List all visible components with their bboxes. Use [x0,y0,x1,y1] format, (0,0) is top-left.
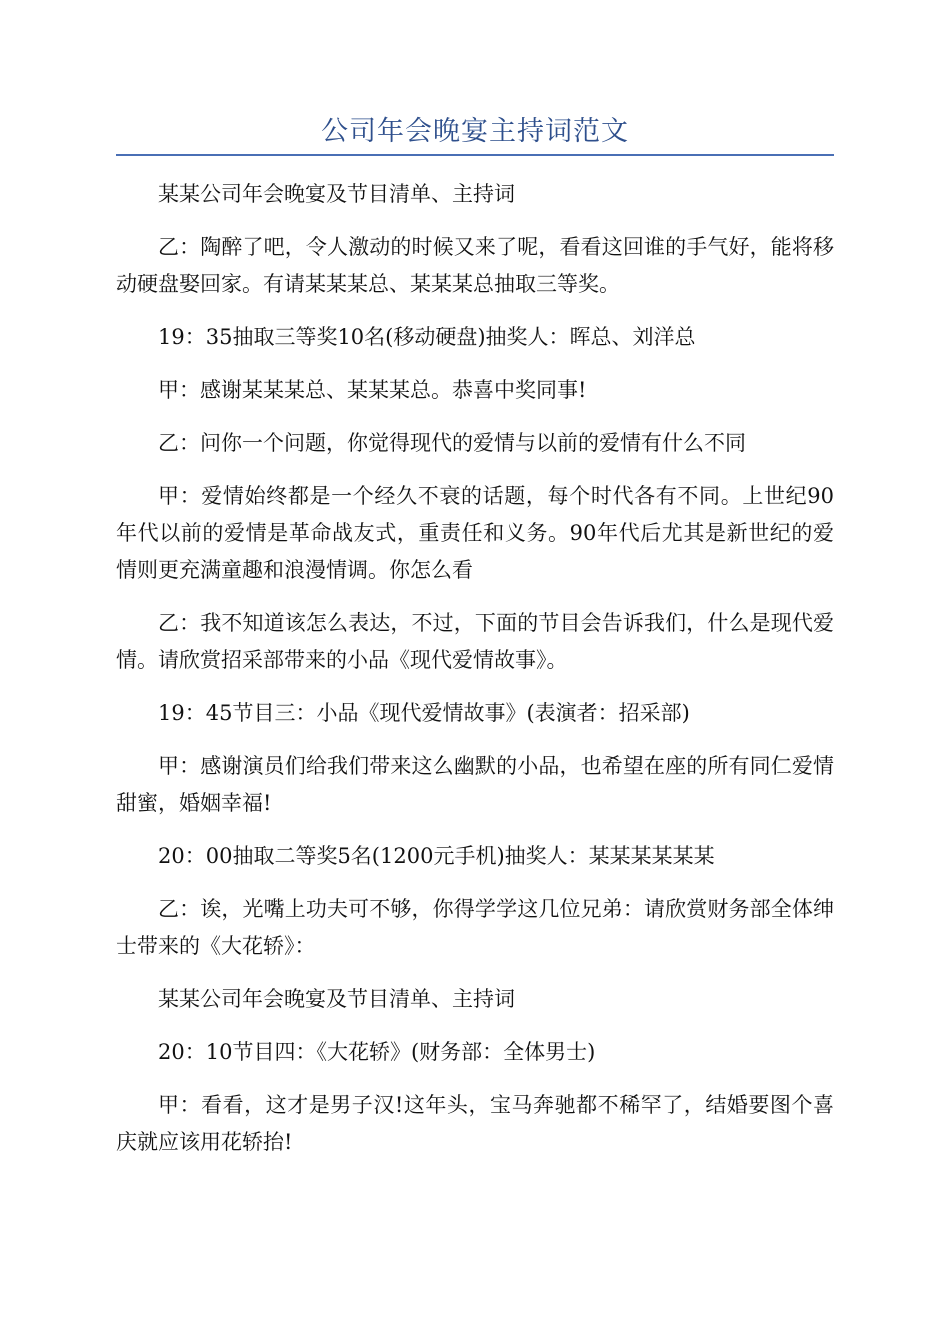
document-title: 公司年会晚宴主持词范文 [321,116,629,147]
paragraph: 某某公司年会晚宴及节目清单、主持词 [158,987,515,1011]
paragraph: 乙：问你一个问题，你觉得现代的爱情与以前的爱情有什么不同 [158,431,746,455]
paragraph: 甲：感谢某某某总、某某某总。恭喜中奖同事! [158,378,587,402]
paragraph: 19：35抽取三等奖10名(移动硬盘)抽奖人：晖总、刘洋总 [158,325,696,349]
paragraph: 20：00抽取二等奖5名(1200元手机)抽奖人：某某某某某某 [158,844,715,868]
paragraph: 甲：看看，这才是男子汉!这年头，宝马奔驰都不稀罕了，结婚要图个喜庆就应该用花轿抬! [116,1093,834,1154]
paragraph: 20：10节目四：《大花轿》(财务部：全体男士) [158,1040,596,1064]
paragraph: 甲：感谢演员们给我们带来这么幽默的小品，也希望在座的所有同仁爱情甜蜜，婚姻幸福! [116,754,834,815]
title-underline [116,154,834,156]
paragraph: 乙：诶，光嘴上功夫可不够，你得学学这几位兄弟：请欣赏财务部全体绅士带来的《大花轿》： [116,897,834,958]
paragraph: 19：45节目三：小品《现代爱情故事》(表演者：招采部) [158,701,690,725]
paragraph: 乙：我不知道该怎么表达，不过，下面的节目会告诉我们，什么是现代爱情。请欣赏招采部带来的小品《现代爱情故事》。 [116,611,834,672]
paragraph: 某某公司年会晚宴及节目清单、主持词 [158,182,515,206]
paragraph: 甲：爱情始终都是一个经久不衰的话题，每个时代各有不同。上世纪90年代以前的爱情是革命战友式，重责任和义务。90年代后尤其是新世纪的爱情则更充满童趣和浪漫情调。你怎么看 [116,484,834,582]
paragraph: 乙：陶醉了吧，令人激动的时候又来了呢，看看这回谁的手气好，能将移动硬盘娶回家。有请某某某总、某某某总抽取三等奖。 [116,235,834,296]
document-body [116,176,834,1177]
